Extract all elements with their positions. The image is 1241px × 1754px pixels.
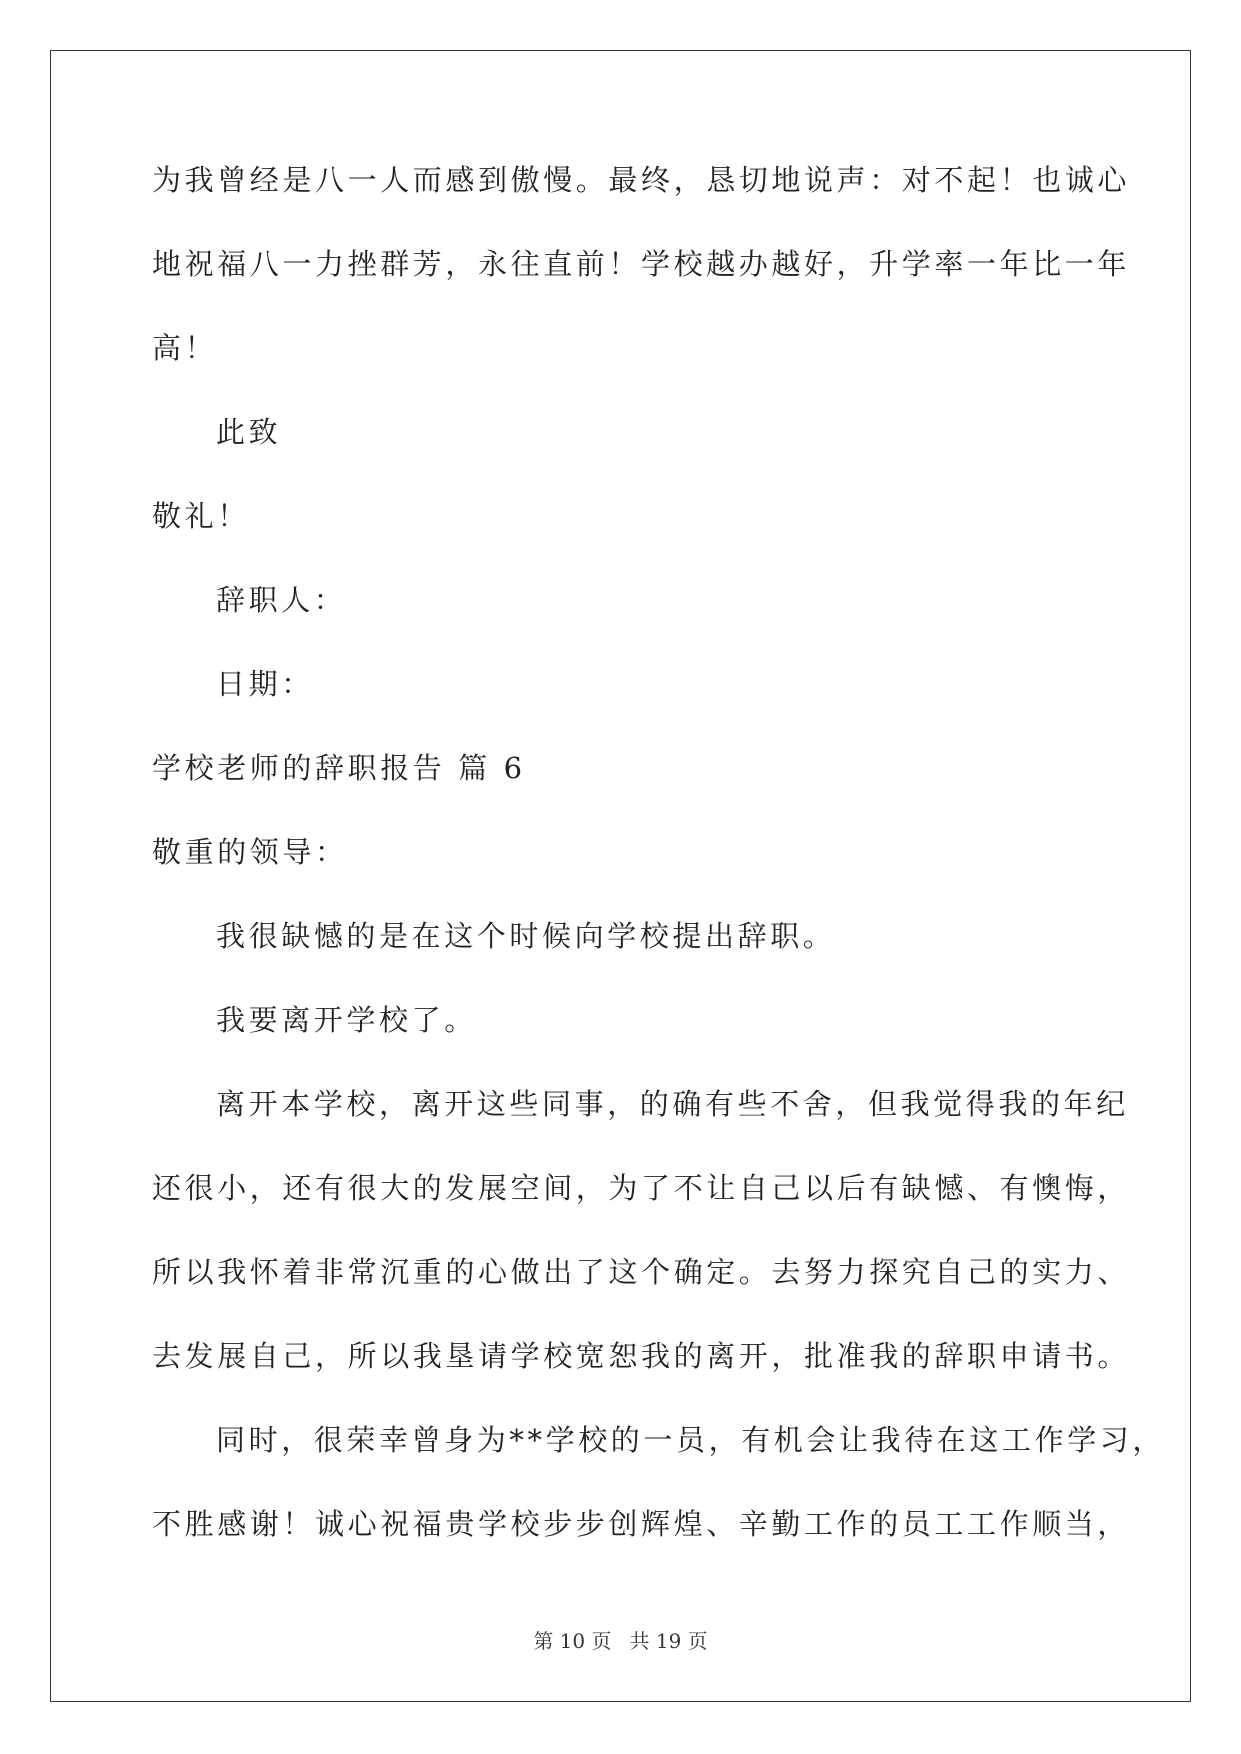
- salutation-closing: 敬礼！: [152, 499, 250, 533]
- date-label: 日期：: [216, 667, 314, 701]
- paragraph-line: 我很缺憾的是在这个时候向学校提出辞职。: [216, 919, 836, 953]
- page-number: 第 10 页: [533, 1629, 612, 1653]
- page-total: 共 19 页: [629, 1629, 708, 1653]
- paragraph-line: 同时，很荣幸曾身为**学校的一员，有机会让我待在这工作学习，: [216, 1423, 1166, 1457]
- paragraph-line: 地祝福八一力挫群芳，永往直前！学校越办越好，升学率一年比一年: [152, 247, 1131, 281]
- paragraph-line: 我要离开学校了。: [216, 1003, 477, 1037]
- closing-phrase: 此致: [216, 415, 282, 449]
- paragraph-line: 所以我怀着非常沉重的心做出了这个确定。去努力探究自己的实力、: [152, 1255, 1131, 1289]
- paragraph-line: 不胜感谢！诚心祝福贵学校步步创辉煌、辛勤工作的员工工作顺当，: [152, 1507, 1131, 1541]
- section-title: 学校老师的辞职报告 篇 6: [152, 751, 526, 785]
- greeting: 敬重的领导：: [152, 835, 348, 869]
- paragraph-line: 离开本学校，离开这些同事，的确有些不舍，但我觉得我的年纪: [216, 1087, 1129, 1121]
- page-footer: [0, 1628, 1241, 1654]
- paragraph-line: 还很小，还有很大的发展空间，为了不让自己以后有缺憾、有懊悔，: [152, 1171, 1131, 1205]
- paragraph-line: 去发展自己，所以我垦请学校宽恕我的离开，批准我的辞职申请书。: [152, 1339, 1131, 1373]
- paragraph-line: 为我曾经是八一人而感到傲慢。最终，恳切地说声：对不起！也诚心: [152, 163, 1131, 197]
- signature-label: 辞职人：: [216, 583, 347, 617]
- paragraph-line: 高！: [152, 331, 218, 365]
